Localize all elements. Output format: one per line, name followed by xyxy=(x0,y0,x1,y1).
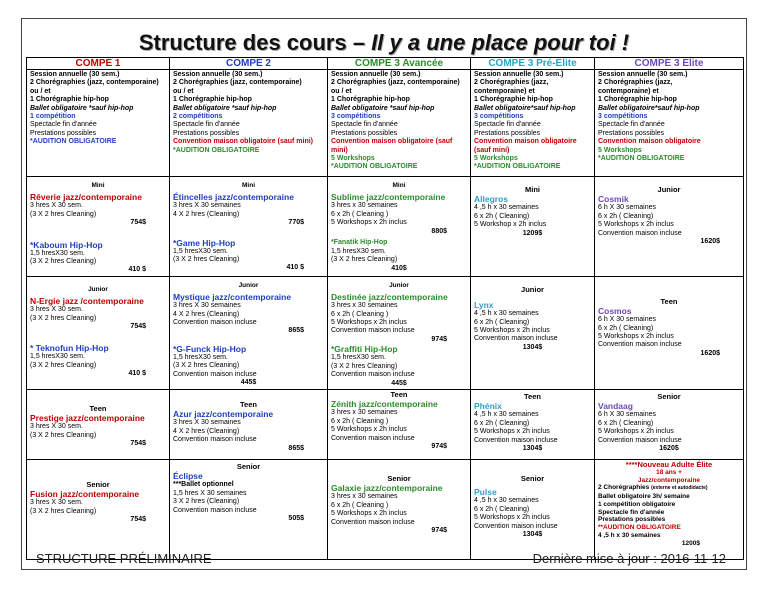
mini-compe1: Mini Rêverie jazz/contemporaine 3 hres X 30 sem. (3 X 2 hres Cleaning) 754$ *Kaboum Hip-Hop 1,5 hresX30 sem. (3 X 2 hres Cleaning) 410 $ xyxy=(27,177,170,277)
teen-compe3-avancee: Teen Zénith jazz/contemporaine 3 hres x 30 semaines 6 x 2h ( Cleaning ) 5 Workshops x 2h inclus Convention maison incluse 974$ xyxy=(328,389,471,459)
teen-row xyxy=(27,389,744,459)
summary-compe1: Session annuelle (30 sem.) 2 Chorégraphies (jazz, contemporaine) ou / et 1 Chorégraphie hip-hop Ballet obligatoire *sauf hip-hop 1 compétition Spectacle fin d'année Prestations possibles *AUDITION OBLIGATOIRE xyxy=(27,70,170,177)
header-compe3-pre-elite: COMPÉ 3 Pré-Élite xyxy=(471,58,595,70)
senior-compe1: Senior Fusion jazz/contemporaine 3 hres X 30 sem. (3 X 2 hres Cleaning) 754$ xyxy=(27,459,170,559)
junior-compe1: Junior N-Ergie jazz /contemporaine 3 hres X 30 sem. (3 X 2 hres Cleaning) 754$ * Teknofun Hip-Hop 1,5 hresX30 sem. (3 X 2 hres Cleaning) 410 $ xyxy=(27,276,170,389)
page-title: Structure des cours – Il y a une place pour toi ! xyxy=(138,30,630,55)
summary-row xyxy=(27,70,744,177)
summary-compe3-elite: Session annuelle (30 sem.) 2 Chorégraphies (jazz, contemporaine) et 1 Chorégraphie hip-hop Ballet obligatoire*sauf hip-hop 3 compétitions Spectacle fin d'année Prestations possibles Convention maison obligatoire 5 Workshops *AUDITION OBLIGATOIRE xyxy=(595,70,744,177)
junior-compe3-pre-elite: Junior Lynx 4 ,5 h x 30 semaines 6 x 2h ( Cleaning) 5 Workshops x 2h inclus Convention maison incluse 1304$ xyxy=(471,276,595,389)
footer-last-updated: Dernière mise à jour : 2016-11-12 xyxy=(532,551,726,566)
header-compe3-avancee: COMPÉ 3 Avancée xyxy=(328,58,471,70)
senior-compe3-pre-elite: Senior Pulse 4 ,5 h x 30 semaines 6 x 2h ( Cleaning) 5 Workshops x 2h inclus Convention maison incluse 1304$ xyxy=(471,459,595,559)
teen-compe2: Teen Azur jazz/contemporaine 3 hres X 30 semaines 4 X 2 hres (Cleaning) Convention maison incluse 865$ xyxy=(170,389,328,459)
course-structure-table xyxy=(26,57,744,560)
junior-compe2: Junior Mystique jazz/contemporaine 3 hres X 30 semaines 4 X 2 hres (Cleaning) Convention maison incluse 865$ *G-Funck Hip-Hop 1,5 hresX30 sem. (3 X 2 hres Cleaning) Convention maison incluse 445$ xyxy=(170,276,328,389)
mini-compe3-avancee: Mini Sublime jazz/contemporaine 3 hres x 30 semaines 6 x 2h ( Cleaning ) 5 Workshops x 2h inclus 880$ *Fanatik Hip-Hop 1,5 hresX30 sem. (3 X 2 hres Cleaning) 410$ xyxy=(328,177,471,277)
footer-preliminary-label: STRUCTURE PRÉLIMINAIRE xyxy=(36,551,212,566)
header-compe1: COMPÉ 1 xyxy=(27,58,170,70)
summary-compe3-pre-elite: Session annuelle (30 sem.) 2 Chorégraphies (jazz, contemporaine) et 1 Chorégraphie hip-hop Ballet obligatoire*sauf hip-hop 3 compétitions Spectacle fin d'année Prestations possibles Convention maison obligatoire (sauf mini) 5 Workshops *AUDITION OBLIGATOIRE xyxy=(471,70,595,177)
summary-compe2: Session annuelle (30 sem.) 2 Chorégraphies (jazz, contemporaine) ou / et 1 Chorégraphie hip-hop Ballet obligatoire *sauf hip-hop 2 compétitions Spectacle fin d'année Prestations possibles Convention maison obligatoire (sauf mini) *AUDITION OBLIGATOIRE xyxy=(170,70,328,177)
senior-row xyxy=(27,459,744,559)
senior-compe3-avancee: Senior Galaxie jazz/contemporaine 3 hres x 30 semaines 6 x 2h ( Cleaning ) 5 Workshops x 2h inclus Convention maison incluse 974$ xyxy=(328,459,471,559)
teen-compe3-elite: Senior Vandaag 6 h X 30 semaines 6 x 2h ( Cleaning) 5 Workshops x 2h inclus Convention maison incluse 1620$ xyxy=(595,389,744,459)
senior-compe2: Senior Éclipse ***Ballet optionnel 1,5 hres X 30 semaines 3 X 2 hres (Cleaning) Convention maison incluse 505$ xyxy=(170,459,328,559)
junior-row xyxy=(27,276,744,389)
header-compe2: COMPÉ 2 xyxy=(170,58,328,70)
teen-compe1: Teen Prestige jazz/contemporaine 3 hres X 30 sem. (3 X 2 hres Cleaning) 754$ xyxy=(27,389,170,459)
header-row xyxy=(27,58,744,70)
header-compe3-elite: COMPÉ 3 Élite xyxy=(595,58,744,70)
teen-compe3-pre-elite: Teen Phénix 4 ,5 h x 30 semaines 6 x 2h ( Cleaning) 5 Workshops x 2h inclus Convention maison incluse 1304$ xyxy=(471,389,595,459)
mini-compe3-elite: Junior Cosmik 6 h X 30 semaines 6 x 2h ( Cleaning) 5 Workshops x 2h inclus Convention maison incluse 1620$ xyxy=(595,177,744,277)
summary-compe3-avancee: Session annuelle (30 sem.) 2 Chorégraphies (jazz, contemporaine) ou / et 1 Chorégraphie hip-hop Ballet obligatoire *sauf hip-hop 3 compétitions Spectacle fin d'année Prestations possibles Convention maison obligatoire (sauf mini) 5 Workshops *AUDITION OBLIGATOIRE xyxy=(328,70,471,177)
mini-row xyxy=(27,177,744,277)
junior-compe3-elite: Teen Cosmos 6 h X 30 semaines 6 x 2h ( Cleaning) 5 Workshops x 2h inclus Convention maison incluse 1620$ xyxy=(595,276,744,389)
junior-compe3-avancee: Junior Destinée jazz/contemporaine 3 hres x 30 semaines 6 x 2h ( Cleaning ) 5 Workshops x 2h inclus Convention maison incluse 974$ *Graffiti Hip-Hop 1,5 hresX30 sem. (3 X 2 hres Cleaning) Convention maison incluse 445$ xyxy=(328,276,471,389)
senior-compe3-elite: ****Nouveau Adulte Élite 18 ans + Jazz/contemporaine 2 Chorégraphies (externe et autodidacte) Ballet obligatoire 3h/ semaine 1 compétition obligatoire Spectacle fin d'année Prestations possibles **AUDITION OBLIGATOIRE 4 ,5 h x 30 semaines 1200$ xyxy=(595,459,744,559)
mini-compe3-pre-elite: Mini Allegros 4 ,5 h x 30 semaines 6 x 2h ( Cleaning) 5 Workshop x 2h inclus 1209$ xyxy=(471,177,595,277)
mini-compe2: Mini Étincelles jazz/contemporaine 3 hres X 30 semaines 4 X 2 hres (Cleaning) 770$ *Game Hip-Hop 1,5 hresX30 sem. (3 X 2 hres Cleaning) 410 $ xyxy=(170,177,328,277)
